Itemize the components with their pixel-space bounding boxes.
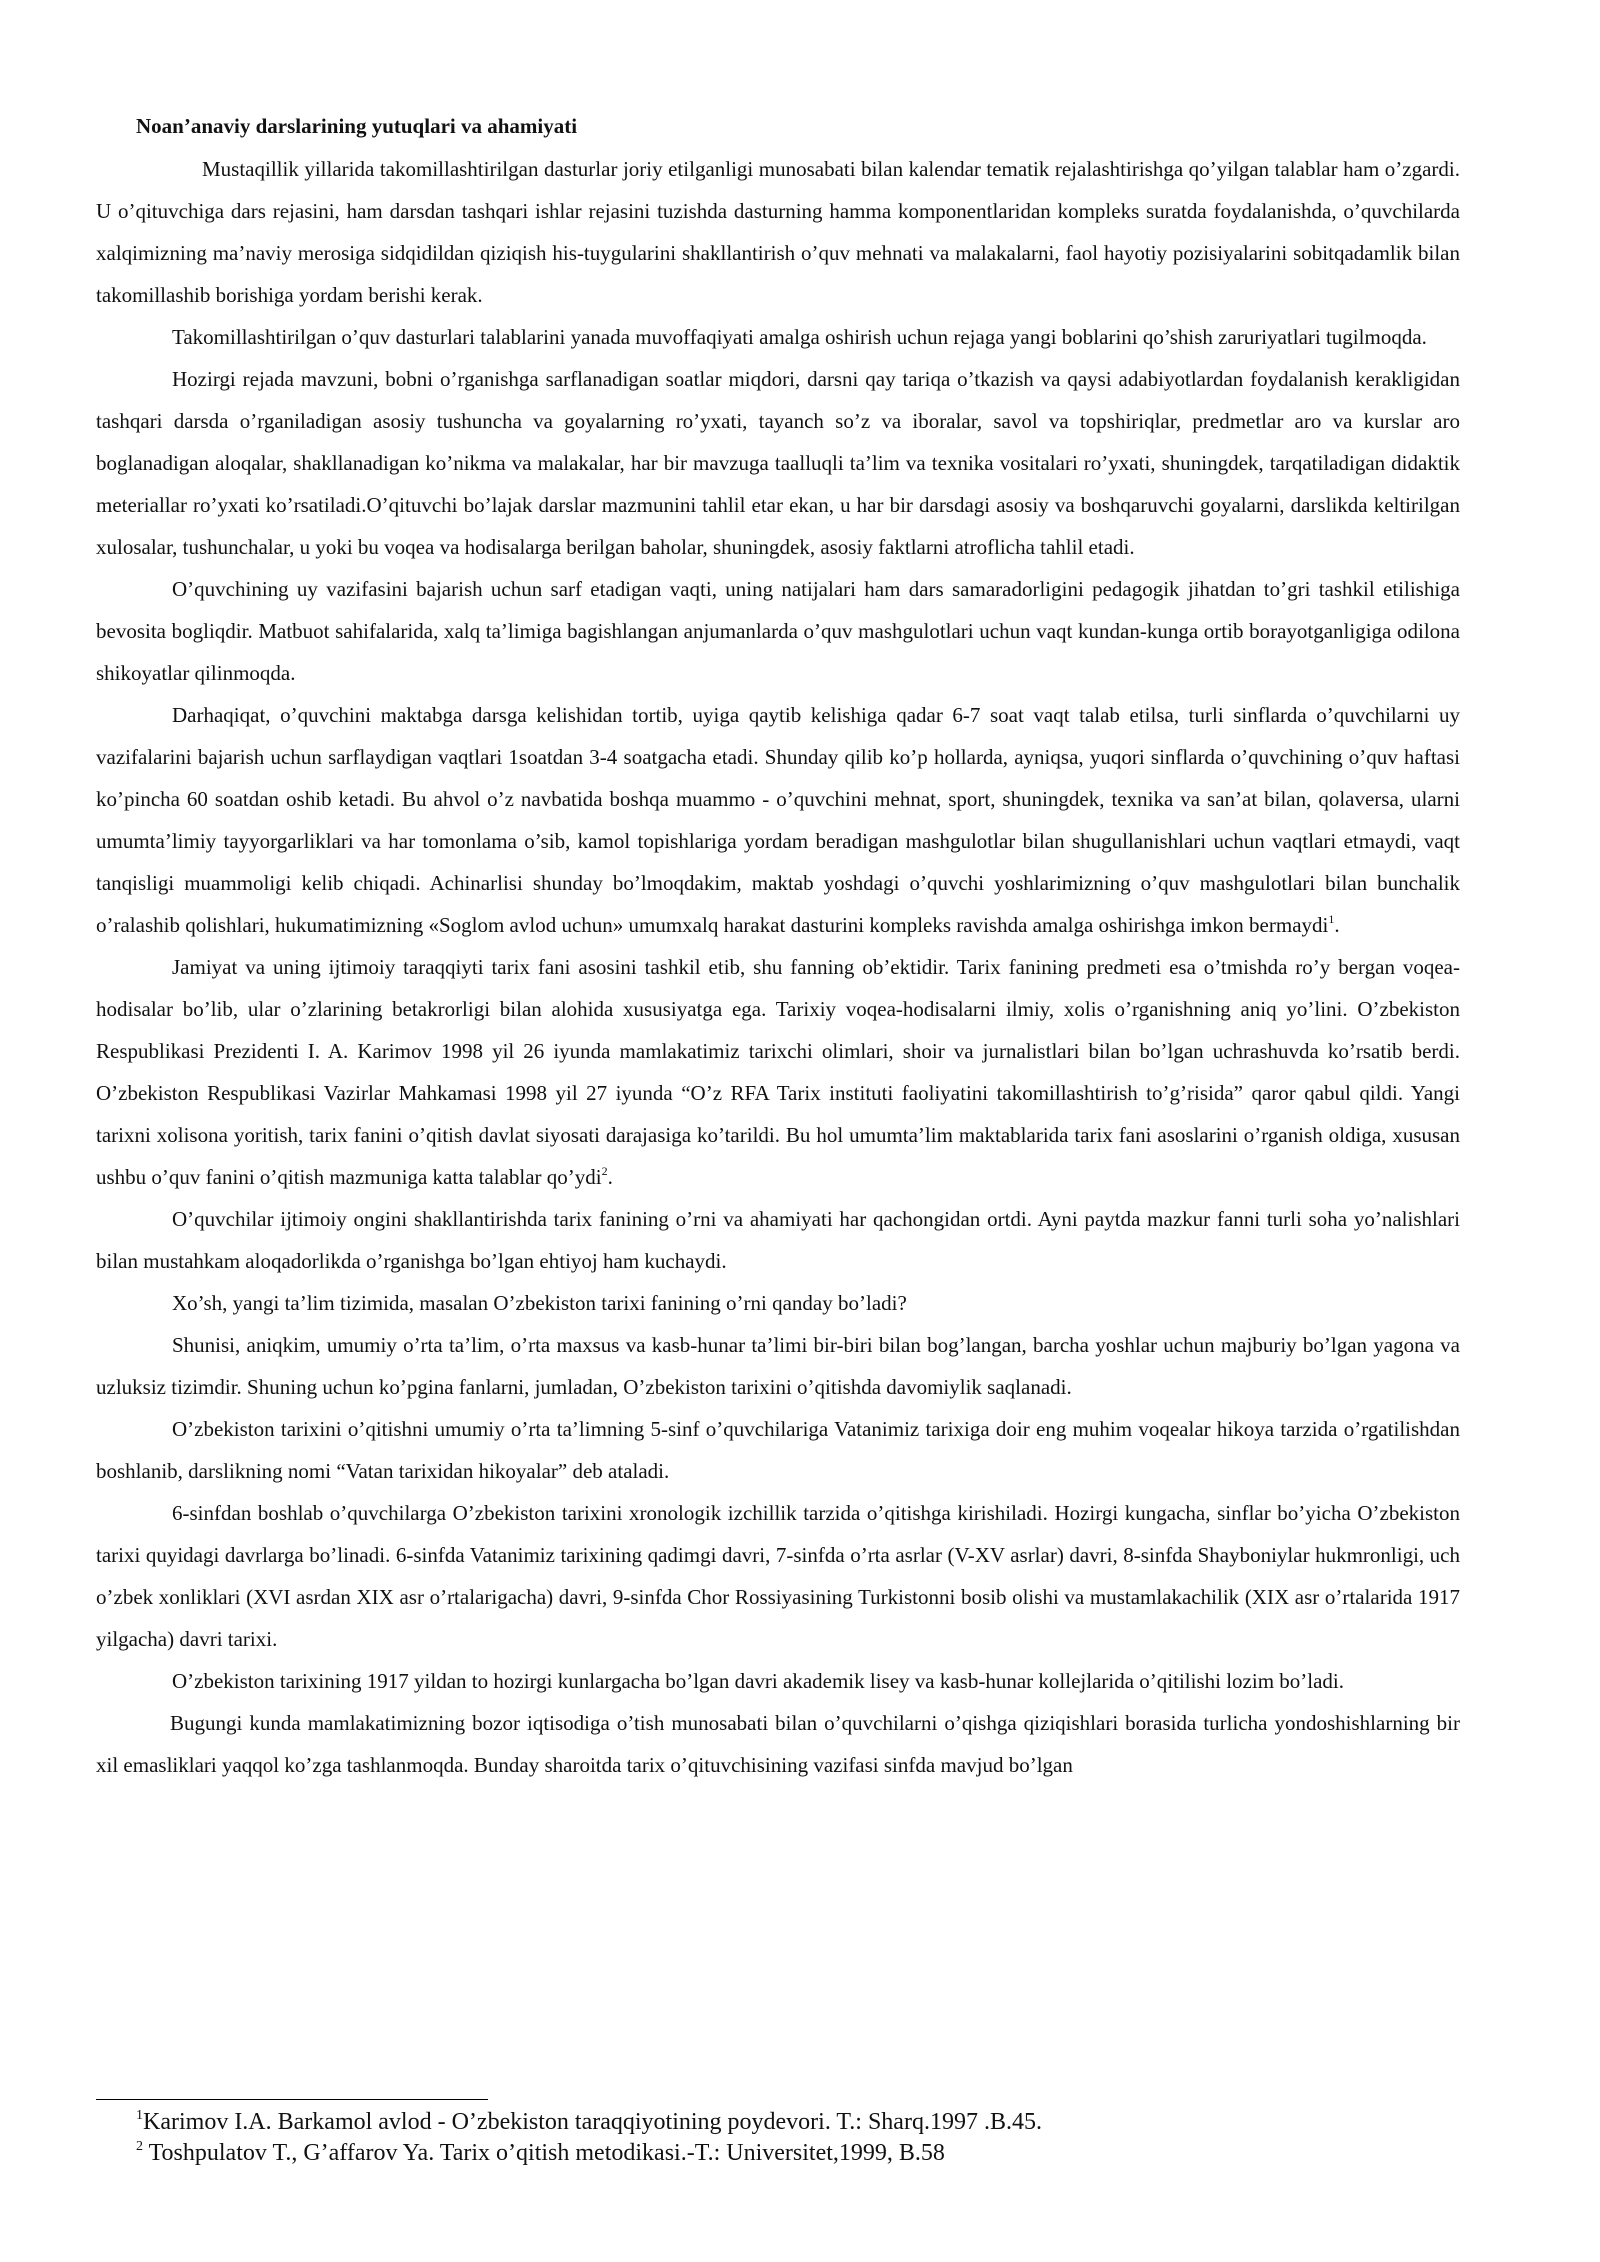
paragraph-text: O’zbekiston tarixining 1917 yildan to hozirgi kunlargacha bo’lgan davri akademik lisey va kasb-hunar kollejlarida o’qitilishi lozim bo’ladi. bbox=[172, 1669, 1345, 1693]
footnote-mark: 2 bbox=[136, 2139, 143, 2154]
paragraph-text: Xo’sh, yangi ta’lim tizimida, masalan O’zbekiston tarixi fanining o’rni qanday bo’ladi? bbox=[172, 1291, 907, 1315]
paragraph bbox=[96, 1324, 1460, 1408]
footnote bbox=[136, 2107, 1436, 2138]
paragraph-end-punct: . bbox=[607, 1165, 613, 1189]
paragraph-text: 6-sinfdan boshlab o’quvchilarga O’zbekiston tarixini xronologik izchillik tarzida o’qitishga kirishiladi. Hozirgi kungacha, sinflar bo’yicha O’zbekiston tarixi quyidagi davrlarga bo’linadi. 6-sinfda Vatanimiz tarixining qadimgi davri, 7-sinfda o’rta asrlar (V-XV asrlar) davri, 8-sinfda Shayboniylar hukmronligi, uch o’zbek xonliklari (XVI asrdan XIX asr o’rtalarigacha) davri, 9-sinfda Chor Rossiyasining Turkistonni bosib olishi va mustamlakachilik (XIX asr o’rtalarida 1917 yilgacha) davri tarixi. bbox=[96, 1501, 1460, 1651]
paragraph bbox=[96, 1492, 1460, 1660]
paragraph bbox=[96, 1198, 1460, 1282]
document-body bbox=[96, 148, 1460, 1786]
paragraph-text: Takomillashtirilgan o’quv dasturlari talablarini yanada muvoffaqiyati amalga oshirish uchun rejaga yangi boblarini qo’shish zaruriyatlari tugilmoqda. bbox=[172, 325, 1427, 349]
paragraph bbox=[96, 946, 1460, 1198]
paragraph-text: Jamiyat va uning ijtimoiy taraqqiyti tarix fani asosini tashkil etib, shu fanning ob’ektidir. Tarix fanining predmeti esa o’tmishda ro’y bergan voqea-hodisalar bo’lib, ular o’zlarining betakrorligi bilan alohida xususiyatga ega. Tarixiy voqea-hodisalarni ilmiy, xolis o’rganishning aniq yo’lini. O’zbekiston Respublikasi Prezidenti I. A. Karimov 1998 yil 26 iyunda mamlakatimiz tarixchi olimlari, shoir va jurnalistlari bilan bo’lgan uchrashuvda ko’rsatib berdi. O’zbekiston Respublikasi Vazirlar Mahkamasi 1998 yil 27 iyunda “O’z RFA Tarix instituti faoliyatini takomillashtirish to’g’risida” qaror qabul qildi. Yangi tarixni xolisona yoritish, tarix fanini o’qitish davlat siyosati darajasiga ko’tarildi. Bu hol umumta’lim maktablarida tarix fani asoslarini o’rganish oldiga, xususan ushbu o’quv fanini o’qitish mazmuniga katta talablar qo’ydi bbox=[96, 955, 1460, 1189]
paragraph-end-punct: . bbox=[1334, 913, 1340, 937]
paragraph-text: Darhaqiqat, o’quvchini maktabga darsga kelishidan tortib, uyiga qaytib kelishiga qadar 6-7 soat vaqt talab etilsa, turli sinflarda o’quvchilarni uy vazifalarini bajarish uchun sarflaydigan vaqtlari 1soatdan 3-4 soatgacha etadi. Shunday qilib ko’p hollarda, ayniqsa, yuqori sinflarda o’quvchining o’quv haftasi ko’pincha 60 soatdan oshib ketadi. Bu ahvol o’z navbatida boshqa muammo - o’quvchini mehnat, sport, shuningdek, texnika va san’at bilan, qolaversa, ularni umumta’limiy tayyorgarliklari va har tomonlama o’sib, kamol topishlariga yordam beradigan mashgulotlar bilan shugullanishlari uchun vaqtlari etmaydi, vaqt tanqisligi muammoligi kelib chiqadi. Achinarlisi shunday bo’lmoqdakim, maktab yoshdagi o’quvchi yoshlarimizning o’quv mashgulotlari bilan bunchalik o’ralashib qolishlari, hukumatimizning «Soglom avlod uchun» umumxalq harakat dasturini kompleks ravishda amalga oshirishga imkon bermaydi bbox=[96, 703, 1460, 937]
paragraph bbox=[96, 316, 1460, 358]
paragraph bbox=[96, 358, 1460, 568]
paragraph-text: O’zbekiston tarixini o’qitishni umumiy o’rta ta’limning 5-sinf o’quvchilariga Vatanimiz tarixiga doir eng muhim voqealar hikoya tarzida o’rgatilishdan boshlanib, darslikning nomi “Vatan tarixidan hikoyalar” deb ataladi. bbox=[96, 1417, 1460, 1483]
paragraph-text: Bugungi kunda mamlakatimizning bozor iqtisodiga o’tish munosabati bilan o’quvchilarni o’qishga qiziqishlari borasida turlicha yondoshishlarning bir xil emasliklari yaqqol ko’zga tashlanmoqda. Bunday sharoitda tarix o’qituvchisining vazifasi sinfda mavjud bo’lgan bbox=[96, 1711, 1460, 1777]
footnotes bbox=[136, 2107, 1436, 2169]
paragraph bbox=[96, 568, 1460, 694]
paragraph-text: O’quvchining uy vazifasini bajarish uchun sarf etadigan vaqti, uning natijalari ham dars samaradorligini pedagogik jihatdan to’gri tashkil etilishiga bevosita bogliqdir. Matbuot sahifalarida, xalq ta’limiga bagishlangan anjumanlarda o’quv mashgulotlari uchun vaqt kundan-kunga ortib borayotganligiga odilona shikoyatlar qilinmoqda. bbox=[96, 577, 1460, 685]
paragraph bbox=[96, 1702, 1460, 1786]
footnote-text: Karimov I.A. Barkamol avlod - O’zbekiston taraqqiyotining poydevori. T.: Sharq.1997 .B.45. bbox=[143, 2109, 1042, 2135]
document-title: Noan’anaviy darslarining yutuqlari va ahamiyati bbox=[136, 114, 578, 138]
paragraph bbox=[96, 694, 1460, 946]
paragraph-text: Shunisi, aniqkim, umumiy o’rta ta’lim, o’rta maxsus va kasb-hunar ta’limi bir-biri bilan bog’langan, barcha yoshlar uchun majburiy bo’lgan yagona va uzluksiz tizimdir. Shuning uchun ko’pgina fanlarni, jumladan, O’zbekiston tarixini o’qitishda davomiylik saqlanadi. bbox=[96, 1333, 1460, 1399]
paragraph bbox=[96, 1660, 1460, 1702]
paragraph-text: Mustaqillik yillarida takomillashtirilgan dasturlar joriy etilganligi munosabati bilan kalendar tematik rejalashtirishga qo’yilgan talablar ham o’zgardi. U o’qituvchiga dars rejasini, ham darsdan tashqari ishlar rejasini tuzishda dasturning hamma komponentlaridan kompleks suratda foydalanishda, o’quvchilarda xalqimizning ma’naviy merosiga sidqidildan qiziqish his-tuygularini shakllantirish o’quv mehnati va malakalarni, faol hayotiy pozisiyalarini sobitqadamlik bilan takomillashib borishiga yordam berishi kerak. bbox=[96, 157, 1460, 307]
footnote bbox=[136, 2138, 1436, 2169]
paragraph bbox=[96, 148, 1460, 316]
paragraph-text: Hozirgi rejada mavzuni, bobni o’rganishga sarflanadigan soatlar miqdori, darsni qay tariqa o’tkazish va qaysi adabiyotlardan foydalanish kerakligidan tashqari darsda o’rganiladigan asosiy tushuncha va goyalarning ro’yxati, tayanch so’z va iboralar, savol va topshiriqlar, predmetlar aro va kurslar aro boglanadigan aloqalar, shakllanadigan ko’nikma va malakalar, har bir mavzuga taalluqli ta’lim va texnika vositalari ro’yxati, shuningdek, tarqatiladigan didaktik meteriallar ro’yxati ko’rsatiladi.O’qituvchi bo’lajak darslar mazmunini tahlil etar ekan, u har bir darsdagi asosiy va boshqaruvchi goyalarni, darslikda keltirilgan xulosalar, tushunchalar, u yoki bu voqea va hodisalarga berilgan baholar, shuningdek, asosiy faktlarni atroflicha tahlil etadi. bbox=[96, 367, 1460, 559]
paragraph-text: O’quvchilar ijtimoiy ongini shakllantirishda tarix fanining o’rni va ahamiyati har qachongidan ortdi. Ayni paytda mazkur fanni turli soha yo’nalishlari bilan mustahkam aloqadorlikda o’rganishga bo’lgan ehtiyoj ham kuchaydi. bbox=[96, 1207, 1460, 1273]
paragraph bbox=[96, 1282, 1460, 1324]
footnote-separator bbox=[96, 2099, 488, 2100]
footnote-reference[interactable]: 1 bbox=[1328, 912, 1335, 926]
paragraph bbox=[96, 1408, 1460, 1492]
footnote-mark: 1 bbox=[136, 2108, 143, 2123]
footnote-text: Toshpulatov T., G’affarov Ya. Tarix o’qitish metodikasi.-T.: Universitet,1999, B.58 bbox=[143, 2140, 945, 2166]
footnote-reference[interactable]: 2 bbox=[601, 1164, 608, 1178]
